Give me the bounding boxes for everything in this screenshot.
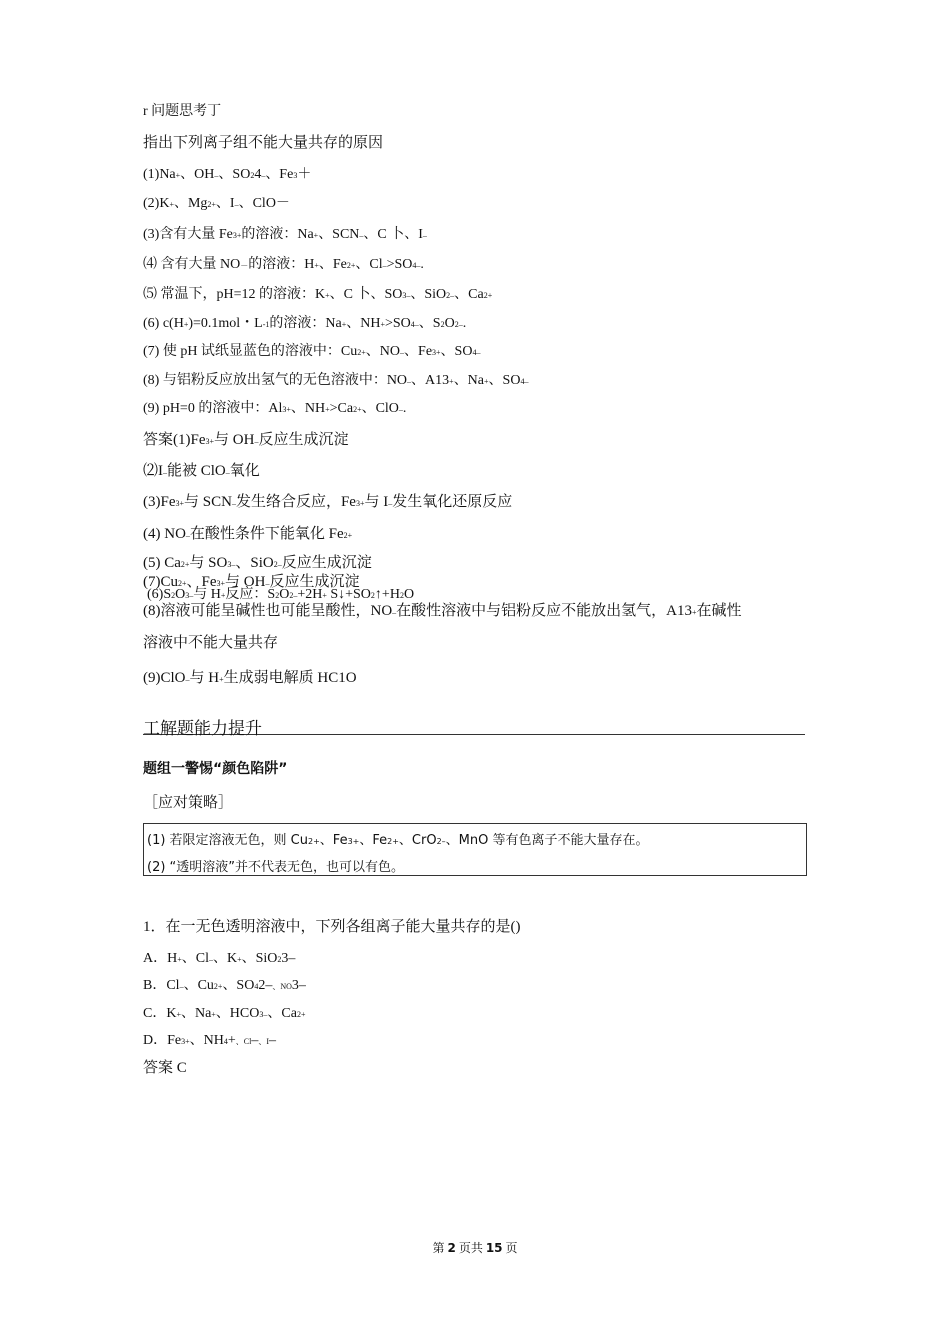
ion-charge: + [211, 1010, 216, 1019]
ion-charge: 3– [259, 1010, 268, 1019]
ion-charge: 4– [472, 348, 481, 357]
answer-line [143, 669, 357, 689]
text-run: 、Ca [267, 1006, 297, 1021]
text-run: ＋ [297, 167, 312, 182]
text-run: 反应生成沉淀 [269, 574, 360, 590]
text-run: ⑷ 含有大量 NO [143, 257, 241, 272]
text-run: S↓+SO [326, 587, 371, 602]
text-run: (5) Ca [143, 555, 181, 571]
ion-charge: 2– [273, 560, 282, 569]
text-run: (2) “透明溶液”并不代表无色，也可以有色。 [147, 860, 405, 875]
ion-charge: 2+ [346, 261, 356, 270]
ion-charge: 4– [412, 261, 421, 270]
ion-charge: 3+ [232, 231, 242, 240]
text-run: (3)Fe [143, 494, 176, 510]
text-run: (9) pH=0 的溶液中：Al [143, 401, 283, 416]
ion-charge: 3+ [216, 579, 226, 588]
ion-charge: + [692, 608, 697, 617]
text-run: 、Ca [454, 287, 484, 302]
text-run: 、SiO [241, 951, 278, 966]
ion-charge: 2+ [180, 560, 190, 569]
ion-charge: 2– [436, 837, 446, 846]
text-run: C．K [143, 1006, 177, 1021]
ion-charge: 2– [454, 320, 463, 329]
answer-line [143, 493, 512, 513]
group-title: 题组一警惕“颜色陷阱” [143, 761, 288, 777]
section-header: r 问题思考丁 [143, 104, 222, 119]
text-run: (1) 若限定溶液无色，则 Cu [147, 833, 308, 848]
text-run: 、NO [365, 344, 401, 359]
text-run: 生成弱电解质 HC1O [223, 670, 357, 686]
text-run: 与 SCN [184, 494, 232, 510]
ion-charge: + [325, 405, 330, 414]
ion-charge: – [185, 531, 190, 540]
ion-charge: 2– [289, 591, 298, 600]
footer-pre: 第 [432, 1241, 445, 1255]
text-run: 、Cu [183, 978, 214, 993]
ion-charge: 3+ [205, 437, 215, 446]
text-run: 、SiO [410, 287, 447, 302]
text-run: 2– [258, 978, 273, 993]
text-run: 、C 卜、SO [329, 287, 403, 302]
answer-line [143, 634, 278, 652]
text-run: 能被 ClO [167, 463, 226, 479]
ion-charge: 3+ [175, 499, 185, 508]
ion-charge: 3+ [181, 1037, 190, 1046]
ion-charge: 、NO [272, 982, 292, 991]
text-run: 3– [281, 951, 296, 966]
text-run: 反应生成沉淀 [281, 555, 372, 571]
ion-charge: 2+ [308, 837, 320, 846]
strategy-label: ［应对策略］ [143, 795, 234, 811]
ion-charge: + [220, 591, 226, 600]
ion-charge: + [177, 955, 182, 964]
text-run: 、CrO [398, 833, 437, 848]
ion-charge: – [422, 231, 427, 240]
text-run: ↑+H [374, 587, 400, 602]
text-run: 在酸性溶液中与铝粉反应不能放出氢气，A13 [396, 603, 693, 619]
ion-charge: – [388, 499, 393, 508]
text-run: >SO [384, 316, 411, 331]
text-run: 氧化 [229, 463, 260, 479]
text-run: 、SO [488, 373, 521, 388]
ion-charge: 3– [227, 560, 236, 569]
text-run: 溶液中不能大量共存 [143, 635, 279, 651]
answer-line [143, 431, 348, 451]
ion-charge: – [185, 675, 190, 684]
text-run: >SO [386, 257, 413, 272]
text-run: 与 SO [189, 555, 228, 571]
ion-charge: + [449, 377, 454, 386]
strategy-line [147, 829, 649, 848]
ion-charge: 2 [171, 591, 176, 600]
text-run: 在碱性 [696, 603, 742, 619]
text-run: . [402, 401, 407, 416]
page-number: 2 [447, 1241, 456, 1255]
text-run: ⑸ 常温下，pH=12 的溶液：K [143, 287, 326, 302]
ion-charge: 3 [293, 171, 298, 180]
text-run: 、HCO [215, 1006, 260, 1021]
text-run: 、OH [180, 167, 215, 182]
text-run: 在酸性条件下能氧化 Fe [189, 526, 344, 542]
ion-charge: – [265, 579, 270, 588]
text-run: (6)S [147, 587, 172, 602]
text-run: + [227, 1033, 236, 1048]
text-run: (9)ClO [143, 670, 186, 686]
ion-charge: – [179, 982, 184, 991]
text-run: . [420, 257, 424, 272]
ion-charge: + [237, 955, 242, 964]
text-run: B．Cl [143, 978, 180, 993]
ion-charge: + [176, 1010, 181, 1019]
ion-charge: 4 [223, 1037, 228, 1046]
ion-charge: 3+ [347, 837, 360, 846]
text-run: O [279, 587, 290, 602]
text-run: 反应：S [225, 587, 276, 602]
text-run: 、Fe [186, 574, 217, 590]
question-stem: 1．在一无色透明溶液中，下列各组离子能大量共存的是() [143, 919, 521, 935]
ion-charge: + [313, 231, 319, 240]
text-run: 答案(1)Fe [143, 432, 206, 448]
ion-charge: – [261, 171, 266, 180]
text-run: 发生络合反应，Fe [235, 494, 356, 510]
ion-charge: + [169, 200, 174, 209]
ion-charge: -1 [262, 320, 270, 329]
text-run: 、Cl [355, 257, 383, 272]
strategy-box [143, 823, 807, 876]
question-line [143, 400, 406, 419]
text-run: 、MnO 等有色离子不能大量存在。 [445, 833, 649, 848]
text-run: 、Fe [318, 257, 347, 272]
footer-post: 页 [505, 1241, 518, 1255]
ion-charge: 2+ [207, 200, 216, 209]
strategy-line [147, 856, 404, 875]
text-run: (1)Na [143, 167, 176, 182]
ion-charge: – [208, 955, 213, 964]
text-run: 、SO [440, 344, 473, 359]
ion-charge: – [382, 261, 387, 270]
text-run: 、ClO [361, 401, 399, 416]
option-a [143, 950, 295, 969]
ion-charge: + [183, 320, 189, 329]
ion-charge: 3+ [282, 405, 291, 414]
text-run: 反应生成沉淀 [258, 432, 349, 448]
text-run: (2)K [143, 196, 170, 211]
text-run: O [444, 316, 455, 331]
text-run: 、SO [222, 978, 255, 993]
ion-charge: 2+ [296, 1010, 306, 1019]
ion-charge: + [314, 261, 319, 270]
text-run: O [403, 587, 415, 602]
ion-charge: – [231, 499, 236, 508]
text-run: 与 OH [225, 574, 266, 590]
answer-line [143, 554, 372, 574]
ion-charge: 3– [185, 591, 194, 600]
text-run: . [462, 316, 467, 331]
text-run: 、K [212, 951, 238, 966]
answer-line [143, 525, 352, 545]
text-run: 、Cl [181, 951, 209, 966]
text-run: 的溶液：H [248, 257, 315, 272]
text-run: 3– [291, 978, 306, 993]
ion-charge: 4– [410, 320, 419, 329]
option-b [143, 977, 306, 996]
page-footer [0, 1239, 950, 1256]
text-run: >Ca [329, 401, 354, 416]
ion-charge: 、Cl [235, 1037, 252, 1046]
text-run: 、Fe [404, 344, 433, 359]
text-run: 、Na [453, 373, 485, 388]
text-run: 与 H [193, 587, 221, 602]
text-run: (3)含有大量 Fe [143, 227, 233, 242]
text-run: 、NH [290, 401, 326, 416]
ion-charge: 2+ [353, 405, 362, 414]
question-line [143, 166, 311, 185]
ion-charge: 4 [254, 982, 259, 991]
text-run: 的溶液：Na [269, 316, 342, 331]
ion-charge: – [407, 377, 412, 386]
text-run: 、A13 [411, 373, 450, 388]
text-run: 、Fe [359, 833, 388, 848]
text-run: 、SO [218, 167, 251, 182]
text-run: O [175, 587, 186, 602]
text-run: 4 [254, 167, 262, 182]
text-run: D．Fe [143, 1033, 182, 1048]
ion-charge: + [380, 320, 385, 329]
text-run: (6) c(H [143, 316, 184, 331]
ion-charge: – [400, 348, 405, 357]
ion-charge: 2+ [357, 348, 366, 357]
text-run: ⑵I [143, 463, 163, 479]
text-run: 、NH [189, 1033, 224, 1048]
ion-charge: 2+ [483, 291, 493, 300]
text-run: 、S [418, 316, 441, 331]
ion-charge: 2 [440, 320, 445, 329]
question-line [143, 226, 427, 245]
ion-charge: – [359, 231, 364, 240]
ion-charge: － [240, 261, 249, 270]
ion-charge: 2 [370, 591, 375, 600]
text-run: (7)Cu [143, 574, 178, 590]
question-line [143, 256, 424, 275]
text-run: 、NH [346, 316, 381, 331]
ion-charge: + [175, 171, 181, 180]
text-run: 与 OH [214, 432, 255, 448]
ion-charge: 、I [258, 1037, 270, 1046]
ion-charge: 2+ [213, 982, 223, 991]
ion-charge: + [322, 591, 327, 600]
ion-charge: 2 [250, 171, 255, 180]
ion-charge: – [234, 200, 239, 209]
page-total: 15 [485, 1241, 503, 1255]
option-d [143, 1032, 276, 1051]
answer-text: 答案 C [143, 1060, 187, 1076]
text-run: 与 H [189, 670, 220, 686]
text-run: 、Mg [173, 196, 208, 211]
ion-charge: – [214, 171, 219, 180]
question-line [143, 343, 480, 362]
footer-mid: 页共 [458, 1241, 483, 1255]
text-run: 、C 卜、I [363, 227, 423, 242]
ion-charge: 2+ [178, 579, 187, 588]
text-run: – [251, 1033, 259, 1048]
ion-charge: 2 [399, 591, 404, 600]
answer-line [143, 602, 742, 622]
answer-line [143, 462, 260, 482]
ion-charge: 2+ [343, 531, 353, 540]
ion-charge: 2– [446, 291, 455, 300]
ion-charge: 2+ [387, 837, 399, 846]
text-run: (4) NO [143, 526, 186, 542]
text-run: 、Na [180, 1006, 212, 1021]
option-c [143, 1005, 305, 1024]
ion-charge: – [254, 437, 259, 446]
ion-charge: + [484, 377, 489, 386]
text-run: 、I [215, 196, 235, 211]
intro-text: 指出下列离子组不能大量共存的原因 [143, 135, 384, 151]
ion-charge: 3+ [432, 348, 441, 357]
question-line [143, 286, 492, 305]
text-run: 发生氧化还原反应 [392, 494, 513, 510]
ion-charge: – [398, 405, 403, 414]
text-run: – [269, 1033, 277, 1048]
ion-charge: 3– [402, 291, 411, 300]
text-run: +2H [297, 587, 323, 602]
text-run: 、Fe [265, 167, 294, 182]
ion-charge: + [341, 320, 347, 329]
text-run: (7) 使 pH 试纸显蓝色的溶液中：Cu [143, 344, 358, 359]
question-line [143, 315, 466, 334]
text-run: A．H [143, 951, 178, 966]
question-line [143, 372, 528, 391]
text-run: 、ClO－ [238, 196, 290, 211]
text-run: (8)溶液可能呈碱性也可能呈酸性，NO [143, 603, 393, 619]
ion-charge: 2 [275, 591, 280, 600]
text-run: 、SCN [318, 227, 360, 242]
section-title: 工解题能力提升 [143, 714, 805, 735]
question-line [143, 195, 290, 214]
ion-charge: + [219, 675, 224, 684]
text-run: 与 I [364, 494, 389, 510]
ion-charge: 3+ [355, 499, 365, 508]
ion-charge: – [392, 608, 397, 617]
text-run: (8) 与铝粉反应放出氢气的无色溶液中：NO [143, 373, 408, 388]
text-run: 、Fe [319, 833, 348, 848]
ion-charge: 2 [277, 955, 282, 964]
text-run: )=0.1mol・L [188, 316, 263, 331]
ion-charge: 4– [520, 377, 529, 386]
text-run: 的溶液：Na [241, 227, 314, 242]
ion-charge: + [325, 291, 330, 300]
text-run: 、SiO [235, 555, 274, 571]
ion-charge: – [163, 468, 167, 477]
ion-charge: – [225, 468, 230, 477]
